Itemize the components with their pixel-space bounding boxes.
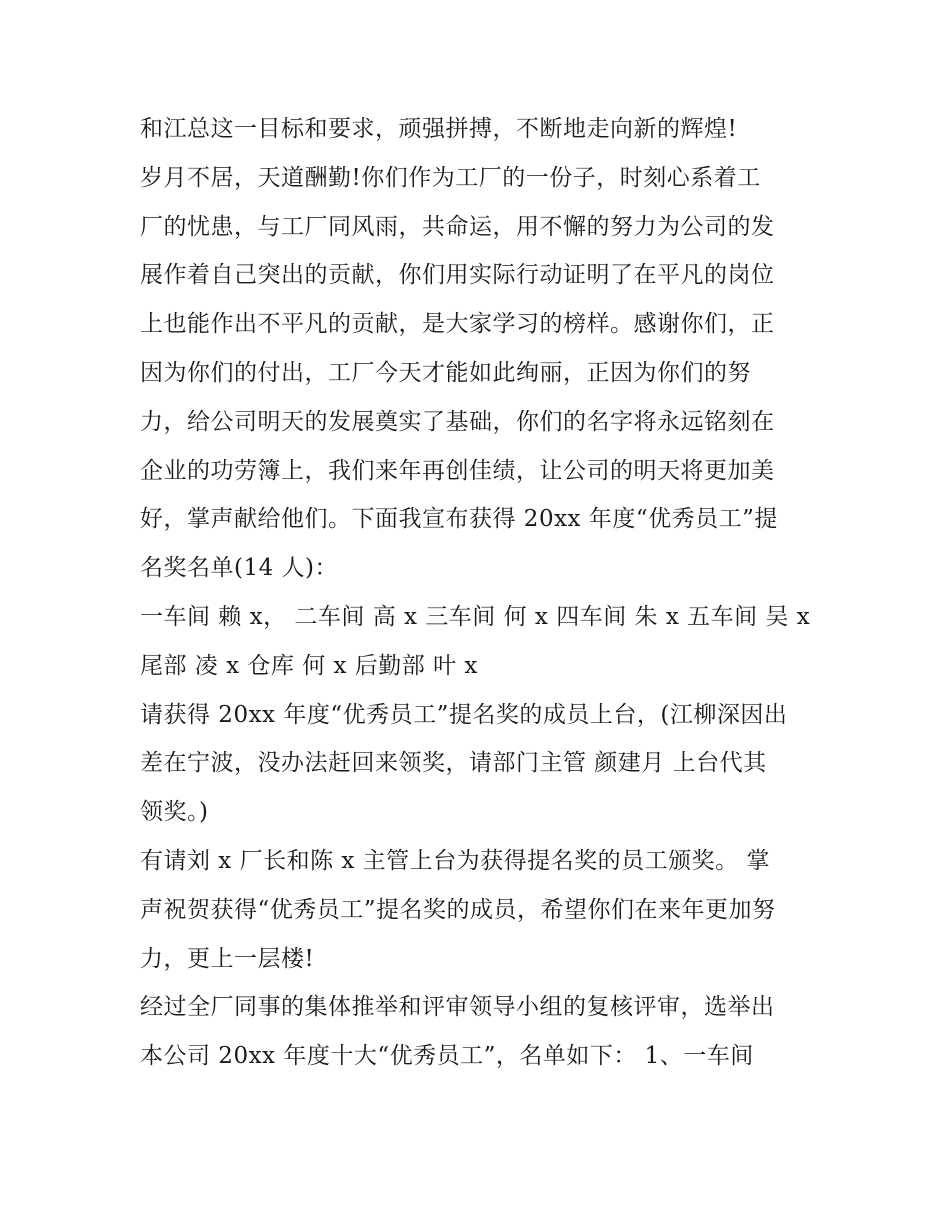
text-line: 经过全厂同事的集体推举和评审领导小组的复核评审，选举出 [140,994,775,1021]
text-line: 本公司 20xx 年度十大“优秀员工”，名单如下： 1、一车间 [140,1043,754,1070]
text-line: 力，更上一层楼! [140,945,315,972]
text-line: 名奖名单(14 人)： [140,555,339,582]
text-line: 因为你们的付出，工厂今天才能如此绚丽，正因为你们的努 [140,359,751,386]
text-line: 领奖。) [140,799,209,826]
text-line: 差在宁波，没办法赶回来领奖，请部门主管 颜建月 上台代其 [140,750,767,777]
text-line: 好，掌声献给他们。下面我宣布获得 20xx 年度“优秀员工”提 [140,506,778,533]
text-line: 一车间 赖 x， 二车间 高 x 三车间 何 x 四车间 朱 x 五车间 吴 x [140,603,811,630]
text-line: 企业的功劳簿上，我们来年再创佳绩，让公司的明天将更加美 [140,457,775,484]
text-line: 尾部 凌 x 仓库 何 x 后勤部 叶 x [140,652,478,679]
text-line: 厂的忧患，与工厂同风雨，共命运，用不懈的努力为公司的发 [140,213,775,240]
text-line: 请获得 20xx 年度“优秀员工”提名奖的成员上台，(江柳深因出 [140,701,788,728]
text-line: 声祝贺获得“优秀员工”提名奖的成员，希望你们在来年更加努 [140,896,776,923]
document-body [140,105,820,1081]
text-line: 和江总这一目标和要求，顽强拼搏，不断地走向新的辉煌! [140,116,738,142]
text-line: 岁月不居，天道酬勤!你们作为工厂的一份子，时刻心系着工 [140,164,761,191]
text-line: 展作着自己突出的贡献，你们用实际行动证明了在平凡的岗位 [140,262,775,289]
text-line: 力，给公司明天的发展奠实了基础，你们的名字将永远铭刻在 [140,408,775,435]
text-line: 有请刘 x 厂长和陈 x 主管上台为获得提名奖的员工颁奖。 掌 [140,847,770,874]
text-line: 上也能作出不平凡的贡献，是大家学习的榜样。感谢你们，正 [140,311,775,338]
